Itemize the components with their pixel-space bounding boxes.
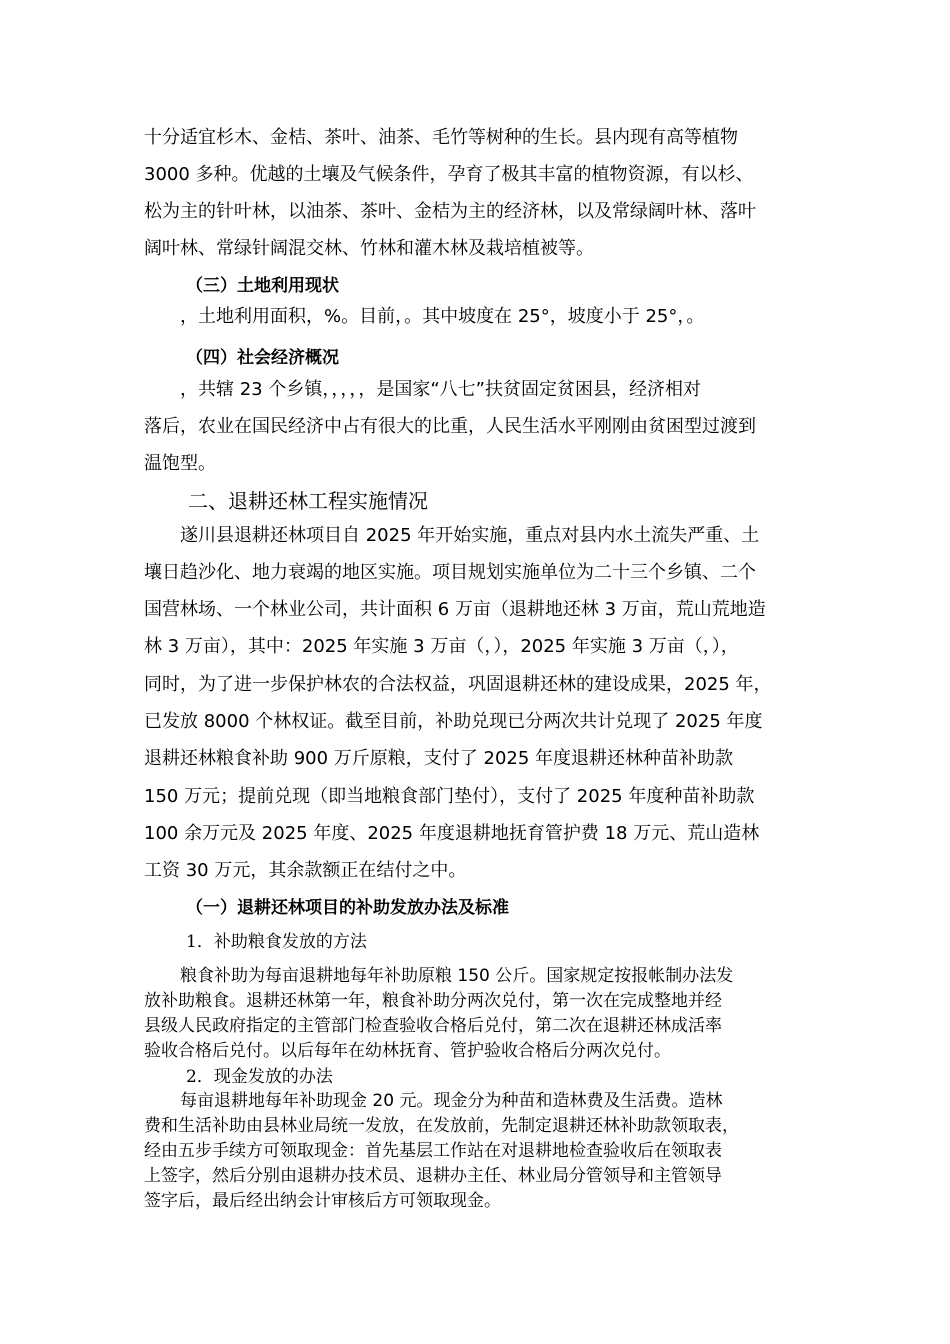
paragraph-line: ，共辖 23 个乡镇，，，，，是国家“八七”扶贫固定贫困县，经济相对 bbox=[180, 379, 701, 400]
paragraph-line: 落后，农业在国民经济中占有很大的比重，人民生活水平刚刚由贫困型过渡到 bbox=[144, 416, 756, 437]
paragraph-line: ，土地利用面积，%。目前，。其中坡度在 25°，坡度小于 25°，。 bbox=[180, 306, 705, 327]
paragraph-line: 已发放 8000 个林权证。截至目前，补助兑现已分两次共计兑现了 2025 年度 bbox=[144, 711, 763, 732]
paragraph-line: 林 3 万亩），其中：2025 年实施 3 万亩（，），2025 年实施 3 万亩（，）， bbox=[144, 636, 739, 657]
paragraph-line: 壤日趋沙化、地力衰竭的地区实施。项目规划实施单位为二十三个乡镇、二个 bbox=[144, 562, 756, 583]
item-heading-grain: 1．补助粮食发放的方法 bbox=[186, 932, 367, 952]
paragraph-line: 遂川县退耕还林项目自 2025 年开始实施，重点对县内水土流失严重、土 bbox=[180, 525, 760, 546]
item-heading-cash: 2．现金发放的办法 bbox=[186, 1067, 333, 1087]
paragraph-line: 费和生活补助由县林业局统一发放，在发放前，先制定退耕还林补助款领取表， bbox=[144, 1116, 739, 1136]
paragraph-line: 经由五步手续方可领取现金：首先基层工作站在对退耕地检查验收后在领取表 bbox=[144, 1141, 722, 1161]
section-heading-land-use: （三）土地利用现状 bbox=[186, 276, 339, 296]
paragraph-line: 签字后，最后经出纳会计审核后方可领取现金。 bbox=[144, 1191, 501, 1211]
paragraph-line: 县级人民政府指定的主管部门检查验收合格后兑付，第二次在退耕还林成活率 bbox=[144, 1016, 722, 1036]
paragraph-line: 粮食补助为每亩退耕地每年补助原粮 150 公斤。国家规定按报帐制办法发 bbox=[180, 966, 734, 986]
paragraph-line: 国营林场、一个林业公司，共计面积 6 万亩（退耕地还林 3 万亩，荒山荒地造 bbox=[144, 599, 766, 620]
paragraph-line: 同时，为了进一步保护林农的合法权益，巩固退耕还林的建设成果，2025 年， bbox=[144, 674, 772, 695]
paragraph-line: 验收合格后兑付。以后每年在幼林抚育、管护验收合格后分两次兑付。 bbox=[144, 1041, 671, 1061]
subsection-heading-subsidy: （一）退耕还林项目的补助发放办法及标准 bbox=[186, 898, 509, 918]
paragraph-line: 阔叶林、常绿针阔混交林、竹林和灌木林及栽培植被等。 bbox=[144, 238, 594, 259]
paragraph-line: 退耕还林粮食补助 900 万斤原粮，支付了 2025 年度退耕还林种苗补助款 bbox=[144, 748, 734, 769]
paragraph-line: 工资 30 万元，其余款额正在结付之中。 bbox=[144, 860, 467, 881]
paragraph-line: 每亩退耕地每年补助现金 20 元。现金分为种苗和造林费及生活费。造林 bbox=[180, 1091, 723, 1111]
paragraph-line: 150 万元；提前兑现（即当地粮食部门垫付），支付了 2025 年度种苗补助款 bbox=[144, 786, 755, 807]
paragraph-line: 3000 多种。优越的土壤及气候条件，孕育了极其丰富的植物资源，有以杉、 bbox=[144, 164, 754, 185]
paragraph-line: 100 余万元及 2025 年度、2025 年度退耕地抚育管护费 18 万元、荒山造林 bbox=[144, 823, 760, 844]
paragraph-line: 十分适宜杉木、金桔、茶叶、油茶、毛竹等树种的生长。县内现有高等植物 bbox=[144, 127, 738, 148]
chapter-heading: 二、退耕还林工程实施情况 bbox=[188, 489, 428, 513]
paragraph-line: 温饱型。 bbox=[144, 453, 216, 474]
paragraph-line: 上签字，然后分别由退耕办技术员、退耕办主任、林业局分管领导和主管领导 bbox=[144, 1166, 722, 1186]
section-heading-socioeconomic: （四）社会经济概况 bbox=[186, 348, 339, 368]
paragraph-line: 松为主的针叶林，以油茶、茶叶、金桔为主的经济林，以及常绿阔叶林、落叶 bbox=[144, 201, 756, 222]
paragraph-line: 放补助粮食。退耕还林第一年，粮食补助分两次兑付，第一次在完成整地并经 bbox=[144, 991, 722, 1011]
